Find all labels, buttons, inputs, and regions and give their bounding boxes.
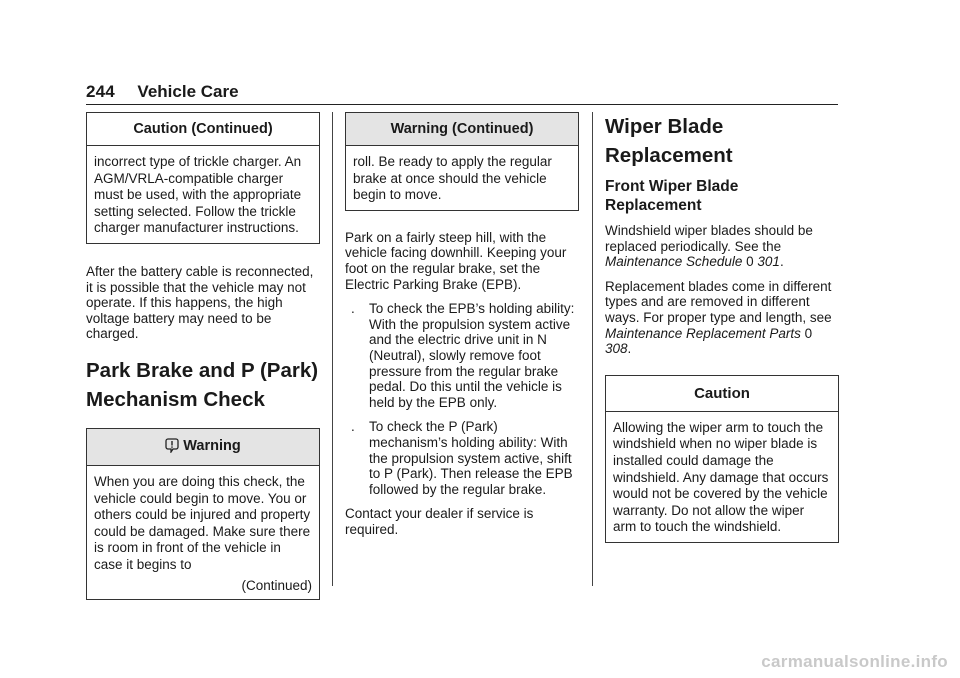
- column-3: [605, 112, 839, 543]
- warning-icon: [165, 437, 179, 457]
- section-title: Vehicle Care: [137, 82, 239, 101]
- continued-label: (Continued): [241, 577, 312, 593]
- page-ref[interactable]: 301: [757, 254, 780, 270]
- warning-title: Warning: [183, 437, 241, 454]
- paragraph: Windshield wiper blades should be replaced periodically. See the Maintenance Schedule 0 301.: [605, 223, 813, 270]
- warning-continued-body: roll. Be ready to apply the regular brake at once should the vehicle begin to move.: [353, 154, 552, 203]
- paragraph: Replacement blades come in different types and are removed in different ways. For proper type and length, see Maintenance Replacement Parts 0 308.: [605, 278, 832, 357]
- column-divider: [332, 112, 333, 586]
- warning-continued-title: Warning (Continued): [346, 113, 578, 146]
- paragraph-text: Replacement blades come in different types and are removed in different ways. For proper type and length, see: [605, 278, 832, 325]
- caution-box: [605, 375, 839, 543]
- paragraph-text: Windshield wiper blades should be replaced periodically. See the: [605, 223, 813, 254]
- warning-title-bar: [87, 429, 319, 466]
- caution-body: incorrect type of trickle charger. An AGM/VRLA-compatible charger must be used, with the appropriate setting selected. Follow the trickle charger manufacturer instructions.: [94, 154, 302, 236]
- section-heading: Park Brake and P (Park) Mechanism Check: [86, 358, 319, 411]
- caution-title: Caution (Continued): [87, 113, 319, 146]
- header-rule: [86, 104, 838, 105]
- warning-box: [86, 428, 320, 600]
- page-ref-arrow: 0: [746, 254, 754, 270]
- watermark: carmanualsonline.info: [761, 652, 948, 671]
- paragraph: Contact your dealer if service is required.: [345, 506, 534, 537]
- list-item-text: To check the EPB’s holding ability: With the propulsion system active and the electric drive unit in N (Neutral), slowly remove foot pressure from the regular brake pedal. Do this until the vehicle is held by the EPB only.: [369, 301, 575, 410]
- warning-body: When you are doing this check, the vehicle could begin to move. You or others could be injured and property could be damaged. Make sure there is room in front of the vehicle in case it begins to: [94, 473, 311, 572]
- bullet-marker: .: [351, 419, 355, 435]
- section-heading: Wiper Blade Replacement: [605, 115, 733, 167]
- page-header: [86, 82, 838, 104]
- paragraph: Park on a fairly steep hill, with the vehicle facing downhill. Keeping your foot on the regular brake, set the Electric Parking Brake (EPB).: [345, 229, 567, 292]
- bullet-marker: .: [351, 301, 355, 317]
- list-item: [345, 419, 579, 497]
- caution-body: Allowing the wiper arm to touch the windshield when no wiper blade is installed could damage the windshield. Any damage that occurs would not be covered by the vehicle warranty. Do not allow the wiper arm to touch the windshield.: [613, 419, 829, 535]
- column-2: [345, 112, 579, 537]
- column-divider: [592, 112, 593, 586]
- cross-reference-link[interactable]: Maintenance Replacement Parts: [605, 325, 801, 341]
- page-number: 244: [86, 82, 115, 101]
- caution-box: [86, 112, 320, 244]
- page-ref-arrow: 0: [804, 325, 813, 341]
- caution-title: Caution: [606, 376, 838, 412]
- paragraph: After the battery cable is reconnected, it is possible that the vehicle may not operate. If this happens, the high voltage battery may need to be charged.: [86, 263, 314, 342]
- warning-continued-box: [345, 112, 579, 211]
- subsection-heading: Front Wiper Blade Replacement: [605, 178, 739, 214]
- list-item-text: To check the P (Park) mechanism’s holding ability: With the propulsion system active, shift to P (Park). Then release the EPB followed by the regular brake.: [369, 419, 573, 497]
- cross-reference-link[interactable]: Maintenance Schedule: [605, 254, 743, 270]
- list-item: [345, 301, 579, 410]
- column-1: [86, 112, 320, 600]
- page-ref[interactable]: 308: [605, 341, 628, 357]
